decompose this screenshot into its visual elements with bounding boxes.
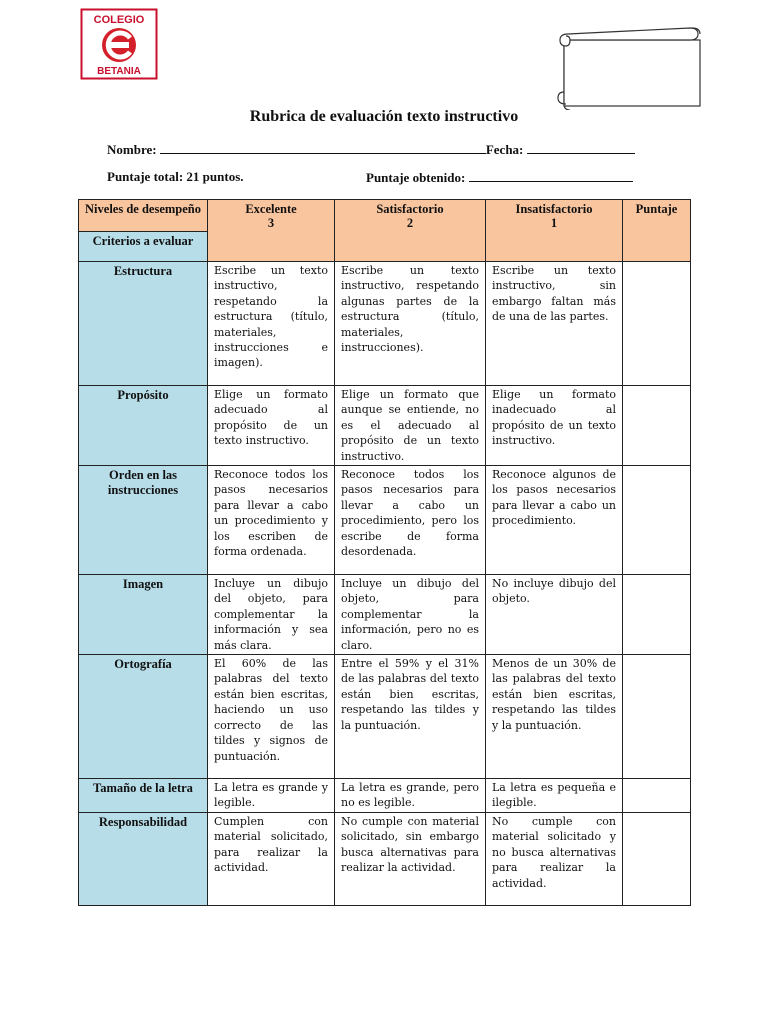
satisfactory-cell: Elige un formato que aunque se entiende, no es el adecuado al propósito de un texto instructivo. [335,386,486,466]
date-blank-line[interactable] [527,141,635,154]
score-cell[interactable] [623,779,691,813]
total-score-label: Puntaje total: 21 puntos. [107,169,244,184]
obtained-score-row [366,169,633,186]
criterion-cell: Imagen [79,575,208,655]
document-title: Rubrica de evaluación texto instructivo [249,108,519,125]
table-row [79,575,691,655]
column-points: 3 [267,216,275,230]
column-header-score: Puntaje [623,200,691,262]
table-row [79,466,691,575]
excellent-cell: Incluye un dibujo del objeto, para complementar la información y sea más clara. [208,575,335,655]
logo-top-text: COLEGIO [93,14,145,26]
excellent-cell: Cumplen con material solicitado, para realizar la actividad. [208,812,335,905]
excellent-cell: Reconoce todos los pasos necesarios para llevar a cabo un procedimiento y los escriben de forma ordenada. [208,466,335,575]
table-row [79,386,691,466]
excellent-cell: Elige un formato adecuado al propósito de un texto instructivo. [208,386,335,466]
unsatisfactory-cell: No cumple con material solicitado y no busca alternativas para realizar la actividad. [486,812,623,905]
levels-header: Niveles de desempeño [79,200,208,232]
name-field-row [107,141,635,158]
excellent-cell: La letra es grande y legible. [208,779,335,813]
column-name: Excelente [245,202,297,216]
unsatisfactory-cell: Menos de un 30% de las palabras del texto están bien escritas, respetando las tildes y la puntuación. [486,655,623,779]
column-name: Satisfactorio [376,202,444,216]
criterion-cell: Responsabilidad [79,812,208,905]
unsatisfactory-cell: Reconoce algunos de los pasos necesarios para llevar a cabo un procedimiento. [486,466,623,575]
excellent-cell: Escribe un texto instructivo, respetando la estructura (título, materiales, instrucciones e imagen). [208,262,335,386]
column-points: 2 [406,216,414,230]
column-header-unsatisfactory [486,200,623,262]
unsatisfactory-cell: Elige un formato inadecuado al propósito de un texto instructivo. [486,386,623,466]
column-header-satisfactory [335,200,486,262]
table-row [79,262,691,386]
table-row [79,779,691,813]
obtained-score-label: Puntaje obtenido: [366,170,466,185]
criterion-cell: Ortografía [79,655,208,779]
satisfactory-cell: La letra es grande, pero no es legible. [335,779,486,813]
unsatisfactory-cell: La letra es pequeña e ilegible. [486,779,623,813]
rubric-table [78,199,691,906]
score-cell[interactable] [623,466,691,575]
column-header-excellent [208,200,335,262]
score-cell[interactable] [623,386,691,466]
name-blank-line[interactable] [160,141,486,154]
satisfactory-cell: Escribe un texto instructivo, respetando algunas partes de la estructura (título, materiales, instrucciones). [335,262,486,386]
score-cell[interactable] [623,812,691,905]
table-row [79,655,691,779]
column-points: 1 [550,216,558,230]
school-logo [80,8,158,80]
scroll-banner-icon [554,24,704,110]
date-label: Fecha: [485,142,524,157]
score-cell[interactable] [623,575,691,655]
score-cell[interactable] [623,655,691,779]
criterion-cell: Propósito [79,386,208,466]
logo-bottom-text: BETANIA [97,66,141,77]
unsatisfactory-cell: No incluye dibujo del objeto. [486,575,623,655]
obtained-score-blank-line[interactable] [469,169,633,182]
name-label: Nombre: [107,142,157,157]
criterion-cell: Orden en las instrucciones [79,466,208,575]
satisfactory-cell: Reconoce todos los pasos necesarios para llevar a cabo un procedimiento, pero los escribe de forma desordenada. [335,466,486,575]
satisfactory-cell: No cumple con material solicitado, sin embargo busca alternativas para realizar la actividad. [335,812,486,905]
excellent-cell: El 60% de las palabras del texto están bien escritas, haciendo un uso correcto de las tildes y signos de puntuación. [208,655,335,779]
satisfactory-cell: Entre el 59% y el 31% de las palabras del texto están bien escritas, respetando las tildes y la puntuación. [335,655,486,779]
criteria-header: Criterios a evaluar [79,232,208,262]
score-cell[interactable] [623,262,691,386]
unsatisfactory-cell: Escribe un texto instructivo, sin embargo faltan más de una de las partes. [486,262,623,386]
column-name: Insatisfactorio [515,202,593,216]
table-row [79,812,691,905]
satisfactory-cell: Incluye un dibujo del objeto, para complementar la información, pero no es claro. [335,575,486,655]
criterion-cell: Tamaño de la letra [79,779,208,813]
criterion-cell: Estructura [79,262,208,386]
